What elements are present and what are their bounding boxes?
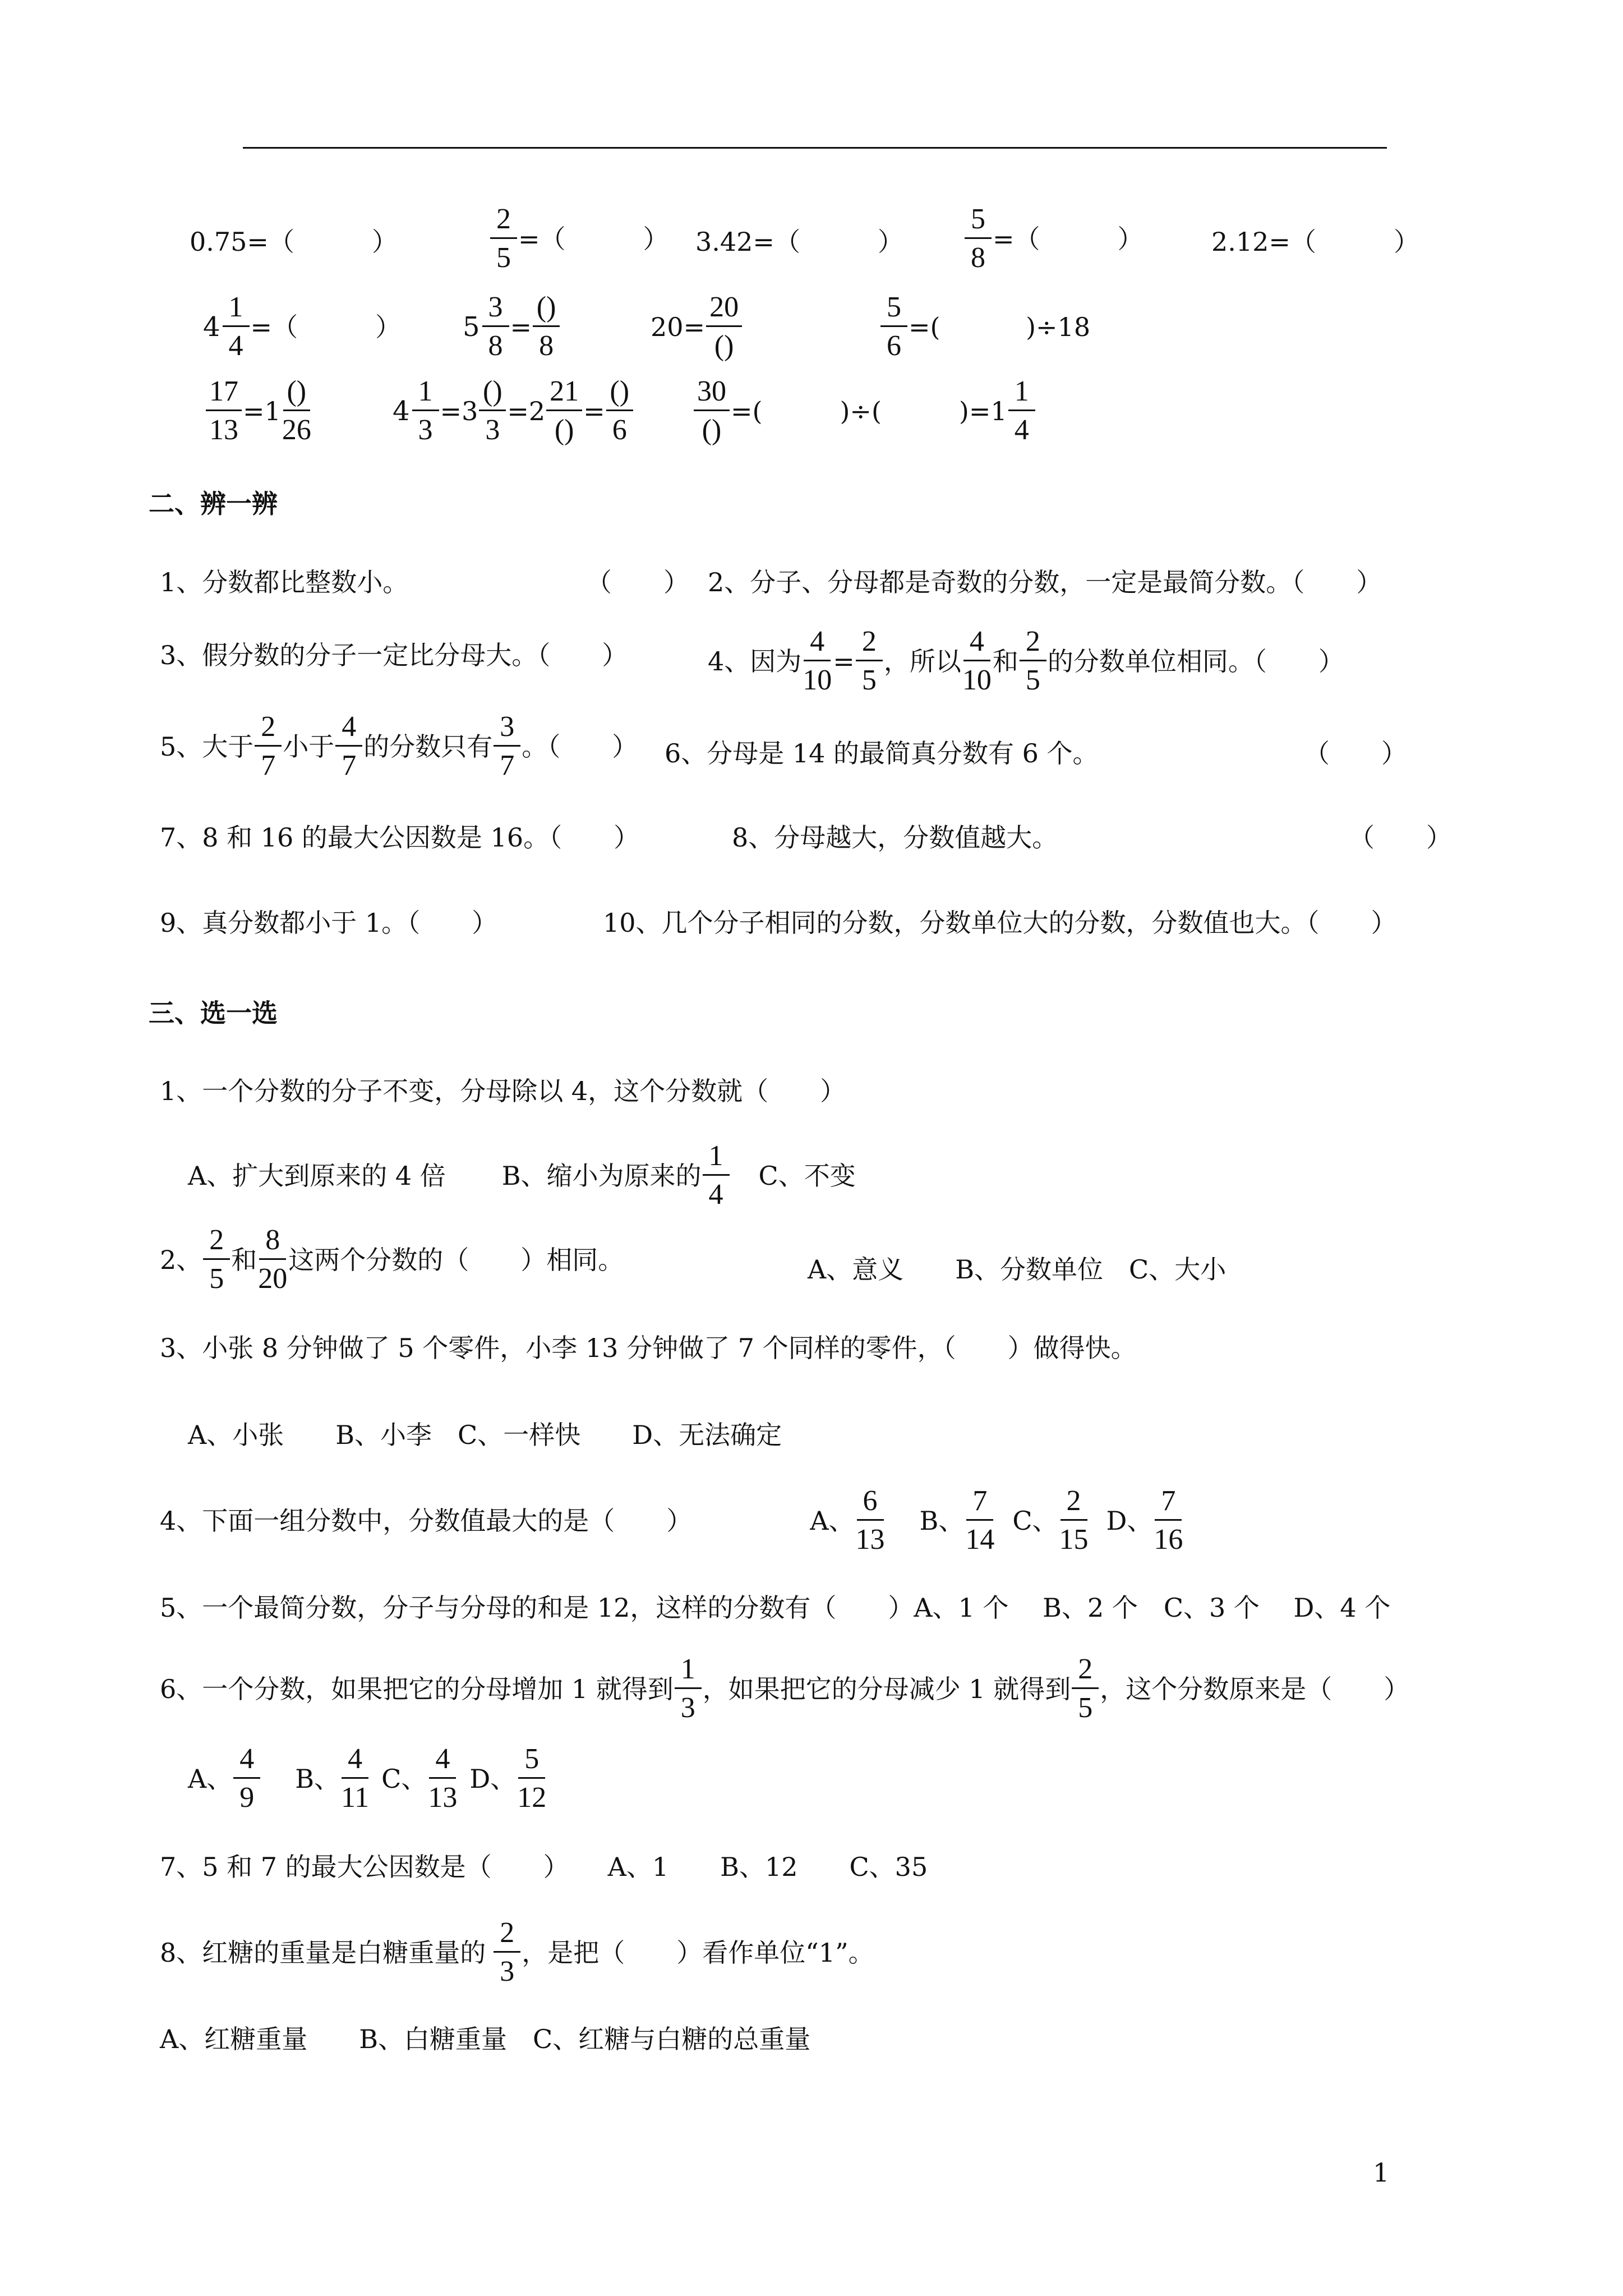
header-rule (243, 147, 1387, 149)
fill-17-13: $\frac{17}{13}$ =1 $\frac{()}{26}$ (205, 377, 312, 445)
page-number: 1 (1373, 2157, 1390, 2188)
choose-q1: 1、一个分数的分子不变，分母除以 4，这个分数就（ ） (160, 1076, 846, 1106)
fraction: $\frac{8}{20}$ (258, 1224, 288, 1295)
judge-q6: 6、分母是 14 的最简真分数有 6 个。 (665, 738, 1099, 769)
fraction: $\frac{2}{7}$ (255, 712, 282, 780)
fraction: $\frac{1}{3}$ (675, 1655, 702, 1723)
fill-5-8: $\frac{5}{8}$ =（ ） (963, 205, 1144, 273)
fraction: $\frac{2}{5}$ (490, 205, 517, 273)
fraction: $\frac{4}{10}$ (962, 625, 992, 696)
judge-q8: 8、分母越大，分数值越大。 (732, 822, 1058, 853)
choose-q6-options: A、 $\frac{4}{9}$ B、 $\frac{4}{11}$ C、 $\frac{4}{13}$ D、 $\frac{5}{12}$ (188, 1743, 547, 1814)
fraction: $\frac{1}{4}$ (223, 293, 250, 361)
choose-q1-options: A、扩大到原来的 4 倍 B、缩小为原来的 $\frac{1}{4}$ C、不变 (188, 1140, 856, 1211)
judge-q2: 2、分子、分母都是奇数的分数，一定是最简分数。（ ） (708, 567, 1382, 597)
judge-q3: 3、假分数的分子一定比分母大。（ ） (160, 640, 628, 670)
choose-q2-options: A、意义 B、分数单位 C、大小 (808, 1254, 1227, 1285)
answer-paren[interactable]: （ ） (1304, 738, 1407, 769)
fraction: $\frac{()}{6}$ (606, 377, 633, 445)
judge-q7: 7、8 和 16 的最大公因数是 16。（ ） (160, 822, 640, 853)
fraction: $\frac{7}{16}$ (1154, 1485, 1183, 1556)
choose-q5: 5、一个最简分数，分子与分母的和是 12，这样的分数有（ ）A、1 个 B、2 个 C、3 个 D、4 个 (160, 1593, 1391, 1623)
fraction: $\frac{7}{14}$ (965, 1485, 995, 1556)
fraction: $\frac{1}{4}$ (703, 1142, 730, 1209)
fill-30: $\frac{30}{()}$ =( )÷( )=1 $\frac{1}{4}$ (693, 377, 1036, 445)
judge-q4: 4、因为 $\frac{4}{10}$ = $\frac{2}{5}$ ，所以 $\frac{4}{10}$ 和 $\frac{2}{5}$ 的分数单位相同。（ ） (708, 625, 1344, 696)
fraction: $\frac{5}{12}$ (517, 1743, 547, 1814)
fraction: $\frac{17}{13}$ (206, 377, 242, 445)
choose-q2: 2、 $\frac{2}{5}$ 和 $\frac{8}{20}$ 这两个分数的（ ）相同。 (160, 1224, 624, 1295)
choose-q3: 3、小张 8 分钟做了 5 个零件，小李 13 分钟做了 7 个同样的零件，（ ）做得快。 (160, 1333, 1137, 1363)
fraction: $\frac{6}{13}$ (855, 1485, 885, 1556)
fraction: $\frac{5}{6}$ (880, 293, 907, 361)
fraction: $\frac{()}{3}$ (479, 377, 506, 445)
fraction: $\frac{2}{5}$ (1072, 1655, 1099, 1723)
fraction: $\frac{2}{5}$ (856, 627, 883, 695)
fill-2-5: $\frac{2}{5}$ =（ ） (489, 205, 669, 273)
fill-20: 20= $\frac{20}{()}$ (651, 293, 743, 361)
fraction: $\frac{5}{8}$ (965, 205, 992, 273)
fill-5-3-8: 5 $\frac{3}{8}$ = $\frac{()}{8}$ (463, 293, 561, 361)
fraction: $\frac{3}{8}$ (482, 293, 509, 361)
fraction: $\frac{4}{7}$ (335, 712, 362, 780)
fraction: $\frac{()}{26}$ (282, 375, 311, 446)
choose-q4: 4、下面一组分数中，分数值最大的是（ ） A、 $\frac{6}{13}$ B、 $\frac{7}{14}$ C、 $\frac{2}{15}$ D、 $\frac{7}{16}$ (160, 1485, 1183, 1556)
fraction: $\frac{4}{11}$ (341, 1743, 370, 1814)
section-title-judge: 二、辨一辨 (149, 489, 278, 519)
fraction: $\frac{4}{9}$ (233, 1745, 260, 1812)
fraction: $\frac{1}{3}$ (412, 377, 439, 445)
choose-q7: 7、5 和 7 的最大公因数是（ ） A、1 B、12 C、35 (160, 1852, 928, 1882)
fraction: $\frac{2}{15}$ (1059, 1485, 1089, 1556)
fraction: $\frac{20}{()}$ (706, 293, 742, 361)
choose-q8-options: A、红糖重量 B、白糖重量 C、红糖与白糖的总重量 (160, 2024, 811, 2054)
fill-075: 0.75=（ ） (190, 227, 398, 257)
fill-5-6: $\frac{5}{6}$ =( )÷18 (879, 293, 1090, 361)
fraction: $\frac{()}{8}$ (533, 293, 560, 361)
judge-q9: 9、真分数都小于 1。（ ） (160, 908, 498, 938)
judge-q5: 5、大于 $\frac{2}{7}$ 小于 $\frac{4}{7}$ 的分数只有 $\frac{3}{7}$ 。（ ） (160, 711, 638, 781)
fill-342: 3.42=（ ） (695, 227, 903, 257)
fraction: $\frac{3}{7}$ (494, 712, 520, 780)
fill-4-1-3: 4 $\frac{1}{3}$ =3 $\frac{()}{3}$ =2 $\frac{21}{()}$ = $\frac{()}{6}$ (393, 377, 634, 445)
judge-q1: 1、分数都比整数小。 (160, 567, 409, 597)
fraction: $\frac{4}{13}$ (428, 1743, 458, 1814)
choose-q3-options: A、小张 B、小李 C、一样快 D、无法确定 (188, 1420, 782, 1450)
answer-paren[interactable]: （ ） (586, 567, 689, 597)
choose-q8: 8、红糖的重量是白糖重量的 $\frac{2}{3}$ ，是把（ ）看作单位“1”。 (160, 1917, 874, 1987)
choose-q6: 6、一个分数，如果把它的分母增加 1 就得到 $\frac{1}{3}$ ，如果把它的分母减少 1 就得到 $\frac{2}{5}$ ，这个分数原来是（ ） (160, 1653, 1410, 1724)
fill-212: 2.12=（ ） (1211, 227, 1419, 257)
fraction: $\frac{4}{10}$ (803, 625, 832, 696)
section-title-choose: 三、选一选 (149, 998, 278, 1028)
fraction: $\frac{30}{()}$ (694, 377, 730, 445)
fill-4-1-4: 4 $\frac{1}{4}$ =（ ） (203, 291, 402, 362)
fraction: $\frac{2}{5}$ (203, 1226, 230, 1294)
judge-q10: 10、几个分子相同的分数，分数单位大的分数，分数值也大。（ ） (603, 908, 1397, 938)
fraction: $\frac{2}{5}$ (1020, 627, 1046, 695)
fraction: $\frac{21}{()}$ (546, 377, 582, 445)
fraction: $\frac{2}{3}$ (494, 1918, 520, 1986)
answer-paren[interactable]: （ ） (1349, 822, 1452, 853)
fraction: $\frac{1}{4}$ (1008, 377, 1035, 445)
